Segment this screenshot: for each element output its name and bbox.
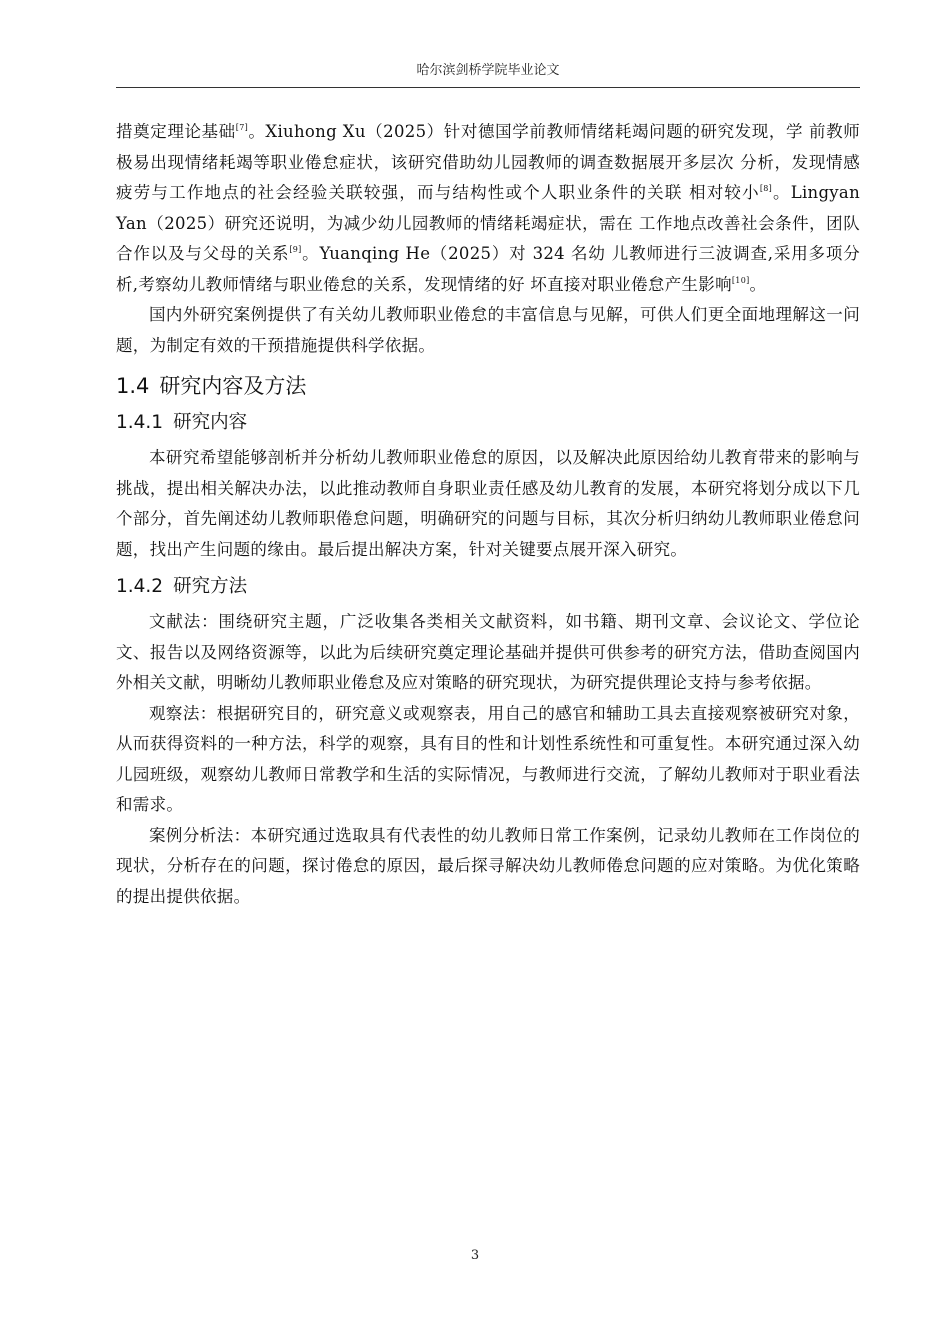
- subsection-heading-1-4-2: [116, 573, 860, 601]
- citation-ref-7: [7]: [235, 123, 249, 132]
- section-title: 研究内容及方法: [159, 374, 307, 398]
- subsection-number: 1.4.1: [116, 412, 164, 433]
- citation-ref-10: [10]: [731, 275, 750, 285]
- subsection-title: 研究内容: [173, 412, 248, 433]
- citation-ref-8: [8]: [759, 184, 773, 193]
- paragraph-case-analysis-method: 案例分析法：本研究通过选取具有代表性的幼儿教师日常工作案例，记录幼儿教师在工作岗位的现状，分析存在的问题，探讨倦怠的原因，最后探寻解决幼儿教师倦怠问题的应对策略。为优化策略的提出提供依据。: [116, 825, 860, 906]
- header-divider: [116, 87, 860, 88]
- subsection-title: 研究方法: [173, 576, 248, 597]
- paragraph-text: 。Xiuhong Xu（2025）针对德国学前教师情绪耗竭问题的研究发现，学 前教师极易出现情绪耗竭等职业倦怠症状，该研究借助幼儿园教师的调查数据展开多层次 分析，发现情感疲劳与工作地点的社会经验关联较强，而与结构性或个人职业条件的关联 相对较小: [116, 122, 860, 202]
- paragraph-summary: 国内外研究案例提供了有关幼儿教师职业倦怠的丰富信息与见解，可供人们更全面地理解这一问题，为制定有效的干预措施提供科学依据。: [116, 305, 860, 355]
- page-number: 3: [470, 1248, 480, 1263]
- running-header: 哈尔滨剑桥学院毕业论文: [416, 63, 560, 78]
- section-number: 1.4: [116, 374, 150, 398]
- paragraph-text: 。: [749, 274, 767, 294]
- paragraph-observation-method: 观察法：根据研究目的，研究意义或观察表，用自己的感官和辅助工具去直接观察被研究对象，从而获得资料的一种方法，科学的观察，具有目的性和计划性系统性和可重复性。本研究通过深入幼儿园班级，观察幼儿教师日常教学和生活的实际情况，与教师进行交流，了解幼儿教师对于职业看法和需求。: [116, 703, 860, 814]
- paragraph-text: 措奠定理论基础: [116, 122, 236, 141]
- paragraph-text: 。Yuanqing He（2025）对 324 名幼 儿教师进行三波调查,采用多项分析,考察幼儿教师情绪与职业倦怠的关系，发现情绪的好 坏直接对职业倦怠产生影响: [116, 244, 861, 294]
- page-body: [116, 117, 860, 912]
- subsection-heading-1-4-1: [116, 409, 860, 437]
- paragraph-text: 。Lingyan Yan（2025）研究还说明，为减少幼儿园教师的情绪耗竭症状，需在 工作地点改善社会条件，团队合作以及与父母的关系: [116, 183, 860, 263]
- paragraph-literature-method: 文献法：围绕研究主题，广泛收集各类相关文献资料，如书籍、期刊文章、会议论文、学位论文、报告以及网络资源等，以此为后续研究奠定理论基础并提供可供参考的研究方法，借助查阅国内外相关文献，明晰幼儿教师职业倦怠及应对策略的研究现状，为研究提供理论支持与参考依据。: [116, 612, 860, 692]
- paragraph-research-content: 本研究希望能够剖析并分析幼儿教师职业倦怠的原因，以及解决此原因给幼儿教育带来的影响与挑战，提出相关解决办法，以此推动教师自身职业责任感及幼儿教育的发展，本研究将划分成以下几个部分，首先阐述幼儿教师职倦怠问题，明确研究的问题与目标，其次分析归纳幼儿教师职业倦怠问题，找出产生问题的缘由。最后提出解决方案，针对关键要点展开深入研究。: [116, 448, 860, 559]
- paragraph-literature-review: [116, 117, 860, 300]
- section-heading-1-4: [116, 371, 860, 401]
- citation-ref-9: [9]: [289, 245, 302, 254]
- subsection-number: 1.4.2: [116, 576, 164, 597]
